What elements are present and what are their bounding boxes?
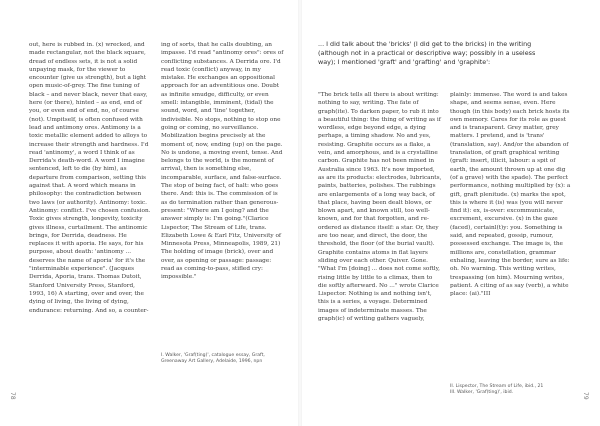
footnote: III. Walker, 'Graf(ting)', ibid. bbox=[450, 390, 514, 396]
right-page-column-1 bbox=[318, 91, 442, 323]
body-text: plainly: immense. The word is and takes shape, and seems sense, even. Here though (in this body) each brick hosts its own memory. Cares for its role as guest and is transparent. Grey matter, grey matters. I pretend, and is 'trans' (translation, say). And/or the abandon of translation, of graft graphical writing (graft: insert, illicit, labour: a spit of earth, the amount thrown up at one dig (of a grave) with the spade). The perfect performance, nothing multiplied by (x): a gift, graft plenitude. (x) marks the spot, this is where it (is) was (you will never find it): ex, is-over: excommunicate, excrement, excursive. (x) in the gaze (faced), certainl(t)y: you. Something is said, and repeated, gossip, rumour, possessed exchange. The image is, the millions are, constellation, grammar exhaling, leaving the border, sure as life: oh. No warning. This writing writes, trespassing (on him). Mourning writes, patient. A citing of as say (verb), a white place: (ai)."III bbox=[450, 92, 571, 298]
page-number: 79 bbox=[582, 392, 589, 400]
footnotes bbox=[450, 384, 574, 396]
right-page-column-2 bbox=[450, 91, 574, 298]
epigraph bbox=[318, 40, 548, 67]
body-text: out, here is rubbed in. (x) wrecked, and made rectangular, not the black square, dread of endless sets, it is not a solid unpaying mask, for the viewer to encounter (give us strength), but a light open music-of-grey. The fine tuning of black – and never black, never that easy, here (or there), hinted – as end, end of you, or even end of end, no, of course (not). Umpitself, is often confused with lead and antimony ores. Antimony is a toxic metallic element added to alloys to increase their strength and hardness. I'd read 'antinomy', a word I think of as Derrida's death-word. A word I imagine sentenced, left to die (by him), as departure from comparison, setting this against that. A word which means in philosophy: the contradiction between two laws (or authority). Antinomy: toxic. Antinomy: conflict. I've chosen confusion. Toxic gives strength, longevity, toxicity gives illness, curtailment. The antinomic brings, for Derrida, deadness. He replaces it with aporia. He says, for his purpose, about death: 'antinomy ... deserves the name of aporia' for it's the "interminable experience". (Jacques Derrida, Aporia, trans. Thomas Dutoit, Stanford University Press, Stanford, 1993, 16) A starting, over and over, the dying of living, the living of dying, endurance: returning. And so, a counter- bbox=[29, 42, 151, 314]
footnote: II. Lispector, The Stream of Life, ibid., 21 bbox=[450, 384, 544, 389]
left-page-column-1 bbox=[29, 41, 152, 315]
page-number: 78 bbox=[9, 392, 16, 400]
body-text: "The brick tells all there is about writing: nothing to say, writing. The fate of graph(ite). To darken paper, to rub it into a beautiful thing: the thing of writing as if wordless, edge beyond edge, a dying perhaps, a timing shadow. No and yes, resisting. Graphite occurs as a flake, a vein, and amorphous, and is a crystalline carbon. Graphite has not been mined in Australia since 1963. It's now imported, as are its products: electrodes, lubricants, paints, batteries, polishes. The rubbings are enlargements of a long way back, of that place, having been dealt blows, or blown apart, and known still, too well-known, and for that forgotten, and re-ordered as distance itself: a star. Or, they are too near, and direct, the door, the threshold, the floor (of the burial vault). Graphite contains atoms in flat layers sliding over each other. Quiver. Gone. "What I'm [doing] ... does not come softly, rising little by little to a climax, then to die softly afterward. No ..." wrote Clarice Lispector. Nothing is and nothing isn't, this is a series, a voyage. Determined images of indeterminate masses. The graph(ic) of writing gathers vaguely, bbox=[318, 92, 442, 323]
footnote: I. Walker, 'Graf(ting)', catalogue essay, Graft, Greenaway Art Gallery, Adelaide, 1996, npn bbox=[161, 353, 265, 365]
footnotes bbox=[161, 353, 271, 365]
left-page bbox=[0, 0, 298, 426]
left-page-column-2 bbox=[161, 41, 285, 282]
right-page bbox=[302, 0, 600, 426]
body-text: ing of sorts, that he calls doubting, an impasse. I'd read "antinomy ores": ores of conflicting substances. A Derrida ore. I'd read toxic (conflict) anyway, in my mistake. He exchanges an oppositional approach for an adventitious one. Doubt as infinite smudge, difficulty, or even smell: intangible, imminent, (tidal) the sound, word, and 'line' together, indivisible. No stops, nothing to stop one going or coming, no surveillance. Mobilization begins precisely at the moment of, now, ending (up) on the page. No is undone, a moving event, tense. And belongs to the world, is the moment of arrival, then is something else, incomparable, surface, and false-surface. The stop of being fact, of halt: who goes there. And: this is. The commission of is as do termination rather than generous-present: "Where am I going? and the answer simply is: I'm going."(Clarice Lispector, The Stream of Life, trans. Elizabeth Lowe & Earl Fitz, University of Minnesota Press, Minneapolis, 1989, 21) The holding of image (brick), over and over, as opening or passage: passage: read as coming-to-pass, stifled cry: impossible." bbox=[161, 42, 284, 281]
epigraph-text: ... I did talk about the 'bricks' (I did get to the bricks) in the writing (although not in a practical or descriptive way; possibly in a useless way); I mentioned 'graft' and 'grafting' and 'graphite': bbox=[318, 40, 536, 66]
